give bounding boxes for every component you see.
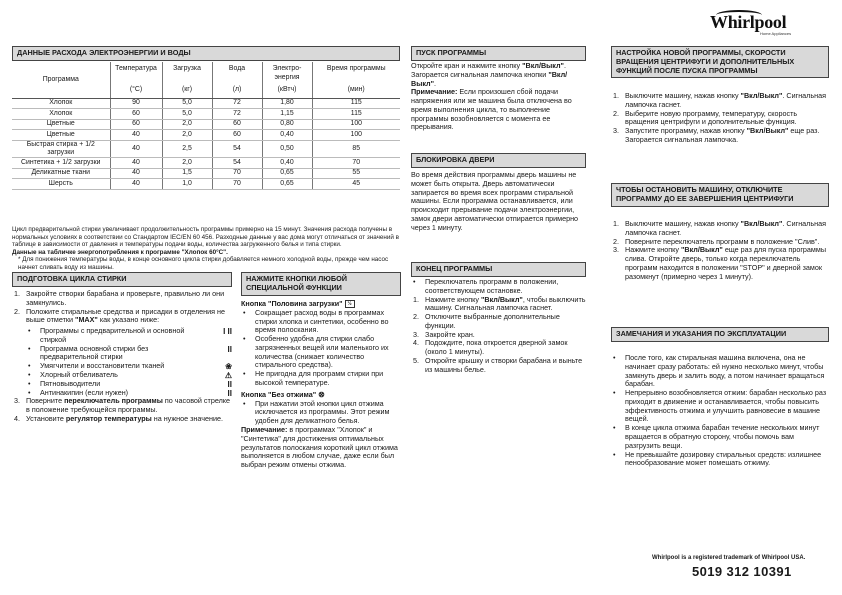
list-item: 2. Положите стиральные средства и присадки в отделения не выше отметки "MAX" как указано ниже: (14, 306, 225, 325)
list-item: 2. Отключите выбранные дополнительные функции. (413, 312, 560, 330)
list-item: • В конце цикла отжима барабан течение нескольких минут вращается в обратную сторону, чтобы помочь вам разгрузить вещи. (613, 423, 820, 450)
list-item: • При нажатии этой кнопки цикл отжима исключается из программы. Этот режим удобен для деликатного белья. (243, 398, 390, 426)
table-cell: Хлопок (12, 109, 110, 120)
table-cell: 85 (312, 140, 400, 158)
table-cell: 72 (212, 109, 262, 120)
descaler-icon: II (227, 388, 232, 398)
list-item: 4. Подождите, пока откроется дверной замок (около 1 минуты). (413, 338, 568, 357)
table-cell: 0,65 (262, 179, 312, 190)
table-cell: 0,50 (262, 140, 312, 158)
consumption-notes (12, 226, 402, 271)
list-item: 1. Выключите машину, нажав кнопку "Вкл/Выкл". Сигнальная лампочка гаснет. (613, 91, 826, 109)
list-item: 2. Поверните переключатель программ в положение "Слив". (613, 236, 820, 246)
special-note: Примечание: в программах "Хлопок" и "Синтетика" для достижения оптимальных результатов полоскания короткий цикл отжима выполняется в любом случае, даже если был выбран режим отмены отжима. (241, 424, 398, 470)
list-item: 1. Нажмите кнопку "Вкл/Выкл", чтобы выключить машину. Сигнальная лампочка гаснет. (413, 294, 586, 313)
table-cell: 115 (312, 109, 400, 120)
remarks-list (611, 354, 829, 468)
table-row (12, 168, 400, 179)
start-text (411, 62, 589, 132)
mainwash-compartment-icon: II (227, 344, 232, 354)
half-load-label: Кнопка "Половина загрузки" ½ (241, 300, 401, 309)
table-cell: 70 (312, 158, 400, 169)
no-spin-label: Кнопка "Без отжима" ⊗ (241, 389, 325, 399)
trademark-notice: Whirlpool is a registered trademark of Whirlpool USA. (652, 555, 806, 561)
table-cell: 0,65 (262, 168, 312, 179)
table-cell: 100 (312, 119, 400, 130)
table-cell: 1,80 (262, 98, 312, 109)
list-item: 3. Поверните переключатель программы по часовой стрелке в положение требующейся программы. (14, 396, 230, 415)
list-item: • Не превышайте дозировку стиральных средств: излишнее пенообразование может помешать отжиму. (613, 449, 822, 468)
list-item: • Переключатель программ в положении, соответствующем остановке. (413, 277, 559, 295)
col-header: Вода (л) (212, 62, 262, 98)
table-header-row (12, 62, 400, 98)
table-cell: 5,0 (162, 98, 212, 109)
table-cell: 60 (110, 109, 162, 120)
logo-text: Whirlpool (710, 12, 787, 32)
detergent-list (12, 327, 234, 397)
table-cell: 70 (212, 168, 262, 179)
col-header: Программа (12, 62, 110, 98)
table-row (12, 98, 400, 109)
table-cell: 40 (110, 158, 162, 169)
door-lock-text: Во время действия программы дверь машины не может быть открыта. Дверь автоматически запирается во время всех программ стиральной машины. Если программа останавливается, или происходит прерывание подачи электроэнергии, замок двери автоматически отпирается примерно через 1 минуту. (411, 170, 579, 232)
half-load-icon: ½ (345, 300, 355, 308)
start-instructions: Откройте кран и нажмите кнопку "Вкл/Выкл". Загорается сигнальная лампочка кнопки "Вкл/Выкл". (411, 61, 568, 88)
table-cell: 100 (312, 130, 400, 141)
section-title-remarks: ЗАМЕЧАНИЯ И УКАЗАНИЯ ПО ЭКСПЛУАТАЦИИ (611, 327, 829, 342)
col-header: Электро-энергия (кВтч) (262, 62, 312, 98)
table-cell: 55 (312, 168, 400, 179)
col-header: Температура (°C) (110, 62, 162, 98)
table-cell: Деликатные ткани (12, 168, 110, 179)
table-cell: 40 (110, 168, 162, 179)
table-cell: Хлопок (12, 98, 110, 109)
list-item: 1. Выключите машину, нажав кнопку "Вкл/Выкл". Сигнальная лампочка гаснет. (613, 219, 826, 237)
col-header: Загрузка (кг) (162, 62, 212, 98)
list-item: • Сокращает расход воды в программах стирки хлопка и синтетики, особенно во время полоскания. (243, 307, 389, 335)
table-cell: 5,0 (162, 109, 212, 120)
list-item: • Непрерывно возобновляется отжим: барабан несколько раз приходит в движение и останавливается, чтобы повысить эффективность отжима и улучшить равновесие в машине вещей. (613, 388, 827, 424)
table-cell: 2,0 (162, 130, 212, 141)
list-item: • Антинакипин (если нужен) II (28, 387, 232, 398)
list-item: • Не пригодна для программ стирки при высокой температуре. (243, 369, 384, 388)
table-cell: 0,40 (262, 158, 312, 169)
list-item: • Пятновыводители II (28, 378, 232, 389)
prewash-compartment-icon: I II (223, 327, 232, 337)
list-item: • Умягчители и восстановители тканей ❀ (28, 361, 232, 372)
table-cell: 54 (212, 158, 262, 169)
table-cell: Цветные (12, 119, 110, 130)
end-list (411, 278, 589, 375)
start-note: Примечание: Если произошел сбой подачи напряжения или же машина была отключена во время выполнения цикла, то выполнение программы возобновляется с момента ее прерывания. (411, 87, 572, 132)
table-cell: Синтетика + 1/2 загрузки (12, 158, 110, 169)
section-title-start: ПУСК ПРОГРАММЫ (411, 46, 586, 61)
table-cell: 40 (110, 130, 162, 141)
table-row (12, 158, 400, 169)
table-cell: 0,40 (262, 130, 312, 141)
list-item: 5. Откройте крышку и створки барабана и выньте из машины белье. (413, 356, 583, 374)
section-title-special-functions: НАЖМИТЕ КНОПКИ ЛЮБОЙ СПЕЦИАЛЬНОЙ ФУНКЦИИ (241, 272, 401, 296)
section-title-stop: ЧТОБЫ ОСТАНОВИТЬ МАШИНУ, ОТКЛЮЧИТЕ ПРОГРАММУ ДО ЕЕ ЗАВЕРШЕНИЯ ЦЕНТРИФУГИ (611, 183, 829, 207)
table-cell: 70 (212, 179, 262, 190)
list-item: 1. Закройте створки барабана и проверьте, правильно ли они замкнулись. (14, 289, 225, 307)
table-cell: 1,0 (162, 179, 212, 190)
bleach-triangle-icon: ⚠ (224, 371, 232, 381)
list-item: • Особенно удобна для стирки слабо загрязненных вещей или маленького их количества (снижает количество стирального средства). (243, 334, 389, 370)
list-item: 3. Закройте кран. (413, 329, 475, 339)
note-energy-label: Данные на табличке энергопотребления к программе "Хлопок 60°C". (12, 248, 228, 256)
table-cell: 2,0 (162, 119, 212, 130)
table-row (12, 109, 400, 120)
stop-list (611, 220, 829, 281)
document-code: 5019 312 10391 (692, 564, 792, 579)
table-cell: Шерсть (12, 179, 110, 190)
col-header: Время программы (мин) (312, 62, 400, 98)
table-cell: 2,0 (162, 158, 212, 169)
table-row (12, 140, 400, 158)
table-cell: 1,5 (162, 168, 212, 179)
table-cell: 60 (110, 119, 162, 130)
table-cell: 60 (212, 130, 262, 141)
section-title-preparation: ПОДГОТОВКА ЦИКЛА СТИРКИ (12, 272, 232, 287)
table-cell: 1,15 (262, 109, 312, 120)
consumption-table (12, 62, 400, 190)
list-item: 2. Выберите новую программу, температуру, скорость вращения центрифуги и дополнительные функция. (613, 108, 798, 127)
list-item: • Программы с предварительной и основной стиркой I II (28, 326, 232, 344)
table-cell: 115 (312, 98, 400, 109)
table-cell: 60 (212, 119, 262, 130)
whirlpool-logo (710, 10, 810, 38)
table-cell: 40 (110, 140, 162, 158)
note-prewash: Цикл предварительной стирки увеличивает продолжительность программы примерно на 15 минут. Значения расхода получены в нормальных условиях в соответствии со Стандартом IEC/EN 60 456. Разходные данные у вас дома могут отличаться от значений в таблице в зависимости от давления и температуры подачи воды, количества загруженного белья и типа стирки. (12, 226, 400, 249)
stain-remover-icon: II (227, 379, 232, 389)
preparation-list (12, 290, 234, 424)
list-item: 4. Установите регулятор температуры на нужное значение. (14, 413, 223, 423)
table-cell: 0,80 (262, 119, 312, 130)
table-cell: 54 (212, 140, 262, 158)
table-cell: 2,5 (162, 140, 212, 158)
new-program-list (611, 92, 829, 145)
logo-subtitle: Home Appliances (760, 31, 792, 36)
softener-flower-icon: ❀ (225, 362, 232, 372)
table-row (12, 179, 400, 190)
section-title-door-lock: БЛОКИРОВКА ДВЕРИ (411, 153, 586, 168)
table-cell: Быстрая стирка + 1/2 загрузки (12, 140, 110, 158)
special-functions (241, 300, 401, 470)
note-cold-water: * Для понижения температуры воды, в конце основного цикла стирки добавляется немного холодной воды, прежде чем насос начнет сливать воду из машины. (18, 256, 389, 271)
list-item: 3. Нажмите кнопку "Вкл/Выкл" еще раз для пуска программы слива. Откройте дверь, только когда переключатель программ находится в положении "STOP" и дверной замок разомкнут (примерно через 1 минуту). (613, 245, 826, 281)
table-cell: 72 (212, 98, 262, 109)
section-title-end: КОНЕЦ ПРОГРАММЫ (411, 262, 586, 277)
table-cell: 90 (110, 98, 162, 109)
table-cell: 40 (110, 179, 162, 190)
list-item: • Хлорный отбеливатель ⚠ (28, 370, 232, 381)
list-item: • Программа основной стирки без предварительной стирки II (28, 343, 232, 362)
table-row (12, 119, 400, 130)
list-item: • После того, как стиральная машина включена, она не начинает сразу работать: ей нужно несколько минут, чтобы замкнуть дверь и залить воду, а потом начинает вращаться барабан. (613, 353, 825, 389)
table-cell: Цветные (12, 130, 110, 141)
section-title-consumption: ДАННЫЕ РАСХОДА ЭЛЕКТРОЭНЕРГИИ И ВОДЫ (12, 46, 400, 61)
table-row (12, 130, 400, 141)
table-cell: 45 (312, 179, 400, 190)
list-item: 3. Запустите программу, нажав кнопку "Вкл/Выкл" еще раз. Загорается сигнальная лампочка. (613, 126, 820, 144)
no-spin-icon: ⊗ (318, 389, 325, 399)
section-title-new-program: НАСТРОЙКА НОВОЙ ПРОГРАММЫ, СКОРОСТИ ВРАЩЕНИЯ ЦЕНТРИФУГИ И ДОПОЛНИТЕЛЬНЫХ ФУНКЦИЙ ПОСЛЕ ПУСКА ПРОГРАММЫ (611, 46, 829, 78)
